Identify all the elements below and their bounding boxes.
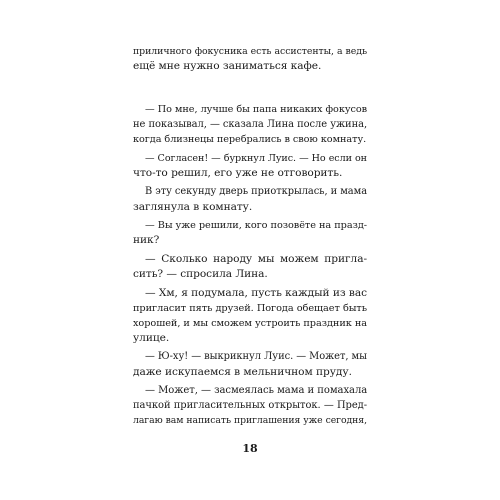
main-text — [133, 102, 367, 428]
text-line: даже искупаемся в мельничном пруду. — [133, 365, 352, 378]
text-line: ник? — [133, 234, 160, 247]
text-line: не показывал, — сказала Лина после ужина, — [133, 119, 368, 131]
paragraph — [133, 151, 367, 181]
text-line: ещё мне нужно заниматься кафе. — [133, 60, 322, 73]
text-line: заглянула в комнату. — [133, 200, 253, 213]
text-line: пригласит пять друзей. Погода обещает быть — [133, 302, 367, 314]
paragraph-continuation — [133, 44, 367, 74]
text-line: — Хм, я подумала, пусть каждый из вас — [145, 286, 367, 299]
paragraph — [133, 102, 367, 147]
text-line: — Согласен! — буркнул Луис. — Но если он — [145, 152, 367, 164]
text-line: что-то решил, его уже не отговорить. — [133, 166, 343, 179]
text-line: лагаю вам написать приглашения уже сегодня, — [133, 415, 367, 427]
text-line: хорошей, и мы сможем устроить праздник на — [133, 317, 367, 329]
paragraph — [133, 286, 367, 346]
text-line: — Может, — засмеялась мама и помахала — [145, 385, 368, 397]
text-line: пачкой пригласительных открыток. — Пред- — [133, 400, 367, 412]
text-line: — Сколько народу мы можем пригла- — [145, 252, 367, 265]
top-paragraph — [133, 44, 367, 74]
text-line: улице. — [133, 331, 170, 344]
paragraph — [133, 252, 367, 282]
page-number: 18 — [242, 442, 258, 455]
paragraph — [133, 349, 367, 379]
text-line: — По мне, лучше бы папа никаких фокусов — [145, 104, 367, 115]
text-line: — Ю-ху! — выкрикнул Луис. — Может, мы — [145, 351, 367, 363]
text-line: сить? — спросила Лина. — [133, 267, 268, 280]
text-line: В эту секунду дверь приоткрылась, и мама — [145, 186, 368, 198]
text-line: приличного фокусника есть ассистенты, а ведь — [133, 46, 367, 57]
paragraph — [133, 383, 367, 428]
text-line: когда близнецы перебрались в свою комнату. — [133, 134, 367, 146]
text-line: — Вы уже решили, кого позовёте на празд- — [145, 220, 367, 232]
paragraph — [133, 184, 367, 214]
paragraph — [133, 218, 367, 248]
